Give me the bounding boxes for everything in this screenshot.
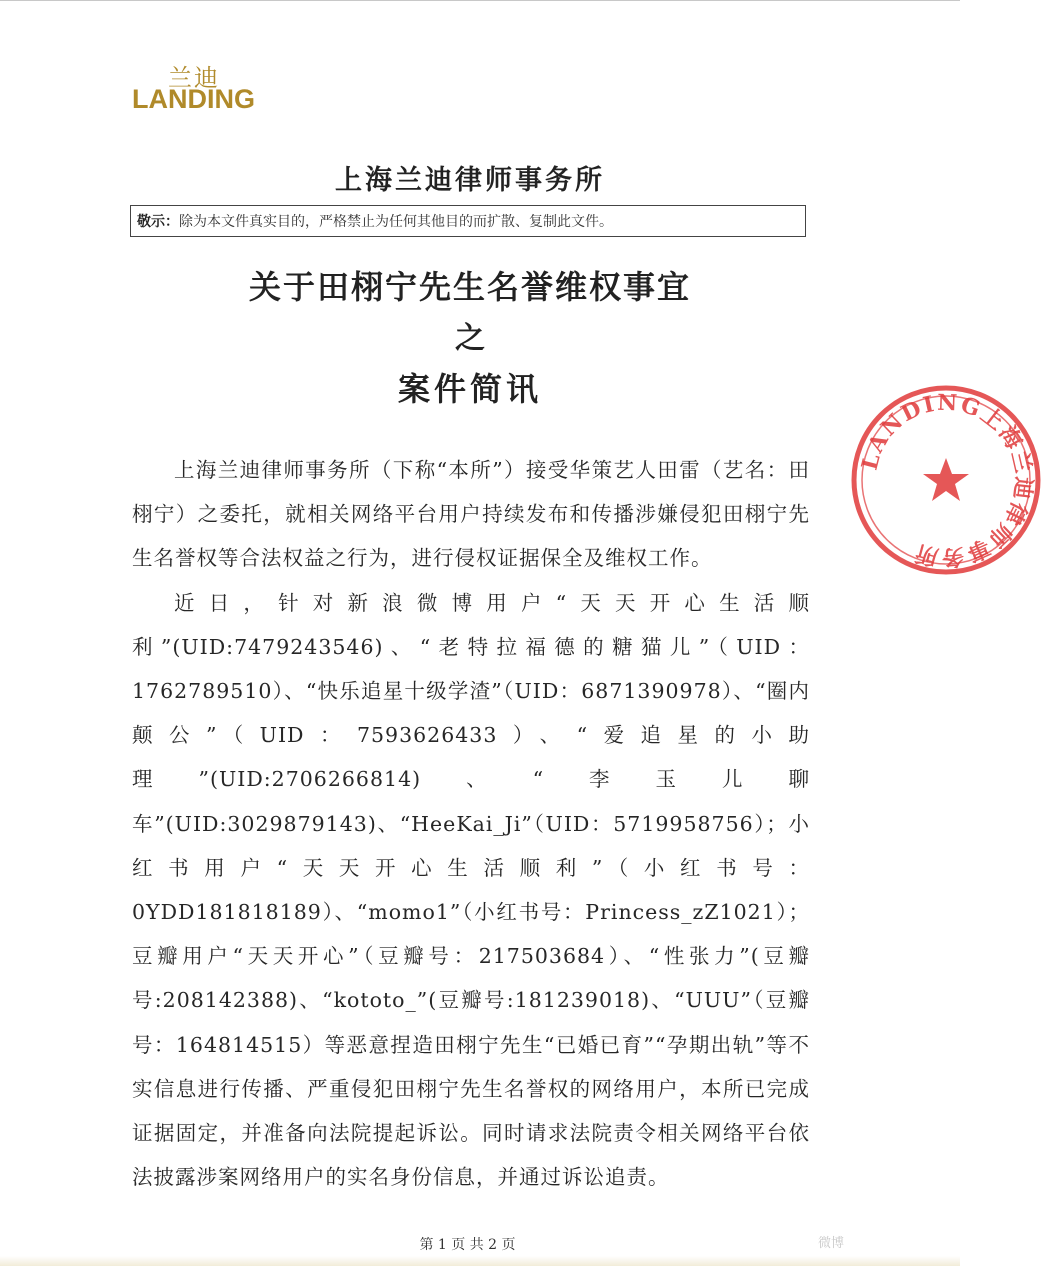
paragraph: 近日，针对新浪微博用户“天天开心生活顺利”(UID:7479243546)、“老特拉福德的糖猫儿”（UID：1762789510）、“快乐追星十级学渣”（UID：6871390978）、“圈内颠公”（UID：7593626433）、“爱追星的小助理”(UID:2706266814)、“李玉儿聊车”(UID:3029879143)、“HeeKai_Ji”（UID：5719958756）；小红书用户“天天开心生活顺利”（小红书号：0YDD181818189）、“momo1”（小红书号：Princess_zZ1021）；豆瓣用户“天天开心”（豆瓣号：217503684）、“性张力”(豆瓣号:208142388)、“kototo_”(豆瓣号:181239018)、“UUU”（豆瓣号：164814515）等恶意捏造田栩宁先生“已婚已育”“孕期出轨”等不实信息进行传播、严重侵犯田栩宁先生名誉权的网络用户，本所已完成证据固定，并准备向法院提起诉讼。同时请求法院责令相关网络平台依法披露涉案网络用户的实名身份信息，并通过诉讼追责。 bbox=[132, 590, 810, 1190]
title-line-3: 案件简讯 bbox=[397, 370, 542, 408]
landing-logo bbox=[132, 58, 262, 118]
official-seal-stamp bbox=[846, 380, 1046, 580]
title-line-2: 之 bbox=[455, 321, 485, 356]
page-number: 第 1 页 共 2 页 bbox=[419, 1237, 516, 1253]
title-line-1: 关于田栩宁先生名誉维权事宜 bbox=[248, 268, 691, 306]
confidentiality-notice bbox=[130, 205, 806, 237]
weibo-watermark: 微博 bbox=[818, 1236, 845, 1251]
notice-text: 除为本文件真实目的，严格禁止为任何其他目的而扩散、复制此文件。 bbox=[179, 214, 613, 230]
firm-name-heading: 上海兰迪律师事务所 bbox=[335, 165, 605, 196]
top-border bbox=[0, 0, 960, 1]
logo-cn-text: 兰迪 bbox=[168, 64, 220, 92]
seal-text: LANDING上海兰迪律师事务所 bbox=[856, 389, 1037, 571]
bottom-edge bbox=[0, 1256, 960, 1266]
notice-label: 敬示： bbox=[137, 214, 179, 230]
paragraph: 上海兰迪律师事务所（下称“本所”）接受华策艺人田雷（艺名：田栩宁）之委托，就相关网络平台用户持续发布和传播涉嫌侵犯田栩宁先生名誉权等合法权益之行为，进行侵权证据保全及维权工作。 bbox=[132, 458, 810, 571]
body-text bbox=[132, 448, 810, 1199]
logo-en-text: LANDING bbox=[132, 84, 255, 114]
seal-star-icon bbox=[923, 458, 969, 501]
document-title bbox=[0, 262, 940, 414]
